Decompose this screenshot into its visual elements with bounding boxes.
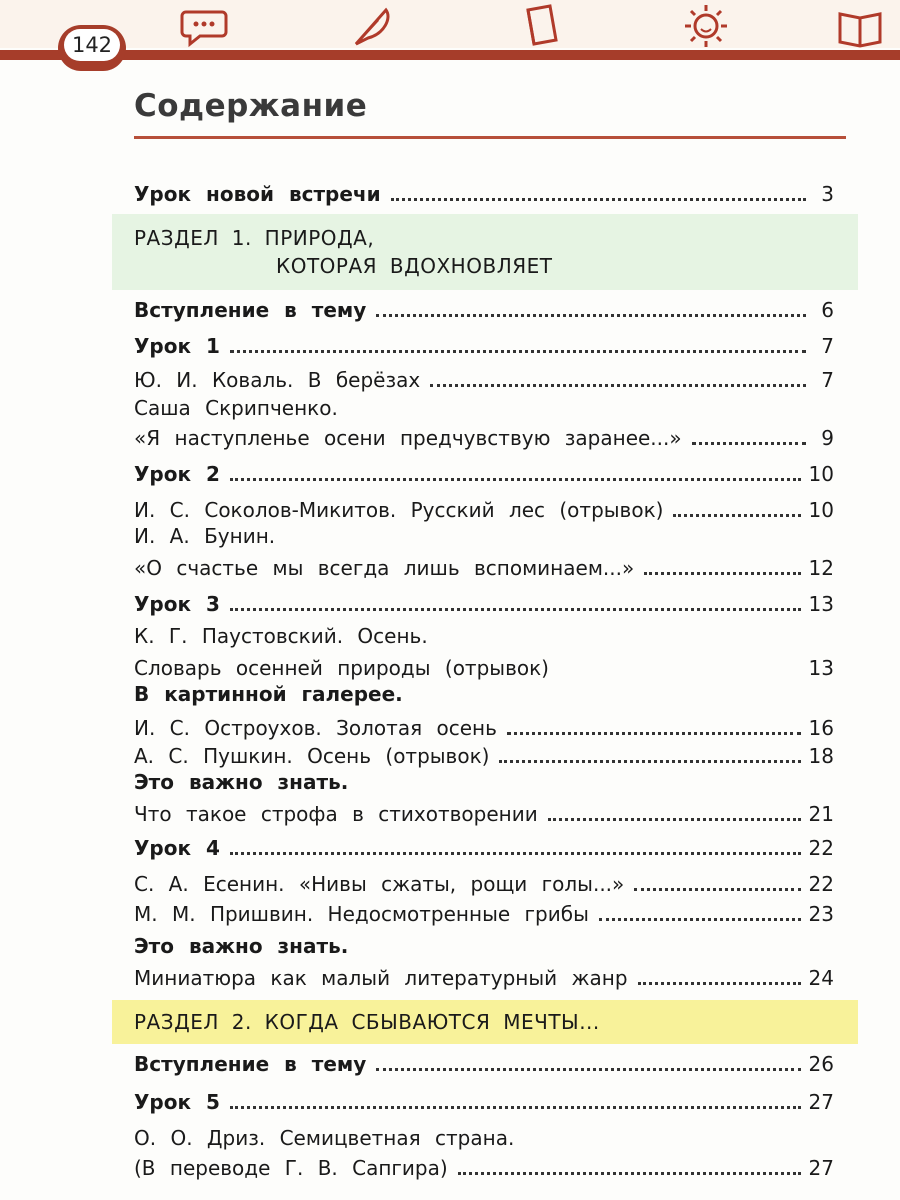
leader-dots [230,348,806,353]
toc-entry-title: Урок 4 [134,836,220,860]
toc-entry-page: 24 [808,966,834,990]
leader-dots [692,440,806,445]
toc-entry-page: 7 [821,334,834,358]
section-1-title-line2[interactable]: КОТОРАЯ ВДОХНОВЛЯЕТ [276,254,553,278]
leader-dots [599,916,801,921]
toc-entry-title: И. С. Соколов-Микитов. Русский лес (отрывок) [134,498,664,522]
toc-entry-author: К. Г. Паустовский. Осень. [134,624,428,648]
toc-entry[interactable] [134,494,834,524]
toc-entry[interactable] [134,962,834,992]
toc-entry-title: Миниатюра как малый литературный жанр [134,966,628,990]
leader-dots [638,980,801,985]
toc-entry[interactable] [134,740,834,770]
toc-entry-author: О. О. Дриз. Семицветная страна. [134,1126,515,1150]
toc-entry[interactable] [134,178,834,208]
leader-dots [230,606,801,611]
toc-entry[interactable] [134,458,834,488]
toc-entry-page: 27 [808,1156,834,1180]
leader-dots [673,512,800,517]
section-2-title[interactable]: РАЗДЕЛ 2. КОГДА СБЫВАЮТСЯ МЕЧТЫ... [134,1010,600,1034]
toc-entry[interactable] [134,798,834,828]
toc-entry[interactable] [134,330,834,360]
toc-entry[interactable] [134,1048,834,1078]
leader-dots [391,196,806,201]
toc-entry[interactable] [134,294,834,324]
gallery-heading: В картинной галерее. [134,682,403,706]
toc-entry[interactable] [134,898,834,928]
toc-entry-title: «О счастье мы всегда лишь вспоминаем...» [134,556,635,580]
toc-entry-page: 6 [821,298,834,322]
toc-entry[interactable] [134,1086,834,1116]
toc-entry-title: С. А. Есенин. «Нивы сжаты, рощи голы...» [134,872,625,896]
toc-entry-title: Урок 1 [134,334,220,358]
toc-entry-page: 23 [808,902,834,926]
toc-entry-title: Урок 3 [134,592,220,616]
leader-dots [644,570,800,575]
sun-icon [682,4,730,48]
toc-entry-title: И. С. Остроухов. Золотая осень [134,716,497,740]
page-number: 142 [64,29,120,61]
leader-dots [634,886,800,891]
important-heading: Это важно знать. [134,934,349,958]
header-line [0,50,900,60]
toc-entry-author: И. А. Бунин. [134,524,276,548]
toc-entry-title: Урок новой встречи [134,182,381,206]
toc-entry-page: 22 [808,872,834,896]
toc-entry-page: 9 [821,426,834,450]
toc-entry-title: Ю. И. Коваль. В берёзах [134,368,421,392]
toc-entry-title: (В переводе Г. В. Сапгира) [134,1156,448,1180]
leader-dots [548,816,801,821]
toc-entry-title: «Я наступленье осени предчувствую заранее...» [134,426,682,450]
toc-entry-page: 22 [808,836,834,860]
leader-dots [507,730,801,735]
toc-entry-page: 13 [808,592,834,616]
toc-entry[interactable] [134,552,834,582]
open-book-icon [836,4,884,48]
toc-entry-page: 10 [808,462,834,486]
toc-entry-title: Вступление в тему [134,298,367,322]
page-number-badge [58,25,126,71]
toc-entry-title: Урок 5 [134,1090,220,1114]
toc-entry-page: 10 [808,498,834,522]
leader-dots [376,1066,800,1071]
leader-dots [458,1170,801,1175]
speech-bubble-icon [180,4,228,48]
toc-entry-page: 18 [808,744,834,768]
page-title: Содержание [134,88,368,124]
toc-entry-title: Урок 2 [134,462,220,486]
toc-entry[interactable] [134,1152,834,1182]
toc-entry[interactable] [134,364,834,394]
header-bar [0,0,900,60]
book-icon [516,4,564,48]
section-1-title-line1[interactable]: РАЗДЕЛ 1. ПРИРОДА, [134,226,375,250]
important-heading: Это важно знать. [134,770,349,794]
toc-entry-page: 3 [821,182,834,206]
header-band [0,0,900,48]
leader-dots [430,382,806,387]
title-divider [134,136,846,139]
toc-entry-title: Вступление в тему [134,1052,367,1076]
toc-entry[interactable] [134,868,834,898]
toc-entry[interactable] [134,588,834,618]
toc-entry-author: Саша Скрипченко. [134,396,338,420]
toc-entry[interactable] [134,422,834,452]
toc-entry-title: А. С. Пушкин. Осень (отрывок) [134,744,490,768]
toc-entry-title: Словарь осенней природы (отрывок) [134,656,549,680]
toc-entry[interactable] [134,832,834,862]
toc-entry-page: 27 [808,1090,834,1114]
feather-icon [348,4,396,48]
leader-dots [376,312,806,317]
leader-dots [230,1104,801,1109]
toc-entry[interactable] [134,712,834,742]
leader-dots [230,850,801,855]
toc-entry[interactable] [134,652,834,682]
toc-entry-page: 21 [808,802,834,826]
toc-entry-title: М. М. Пришвин. Недосмотренные грибы [134,902,589,926]
toc-entry-page: 26 [808,1052,834,1076]
leader-dots [230,476,801,481]
toc-entry-page: 12 [808,556,834,580]
toc-entry-page: 7 [821,368,834,392]
toc-entry-page: 16 [808,716,834,740]
toc-entry-title: Что такое строфа в стихотворении [134,802,538,826]
leader-dots [499,758,800,763]
leader-dots [559,670,801,675]
toc-entry-page: 13 [808,656,834,680]
